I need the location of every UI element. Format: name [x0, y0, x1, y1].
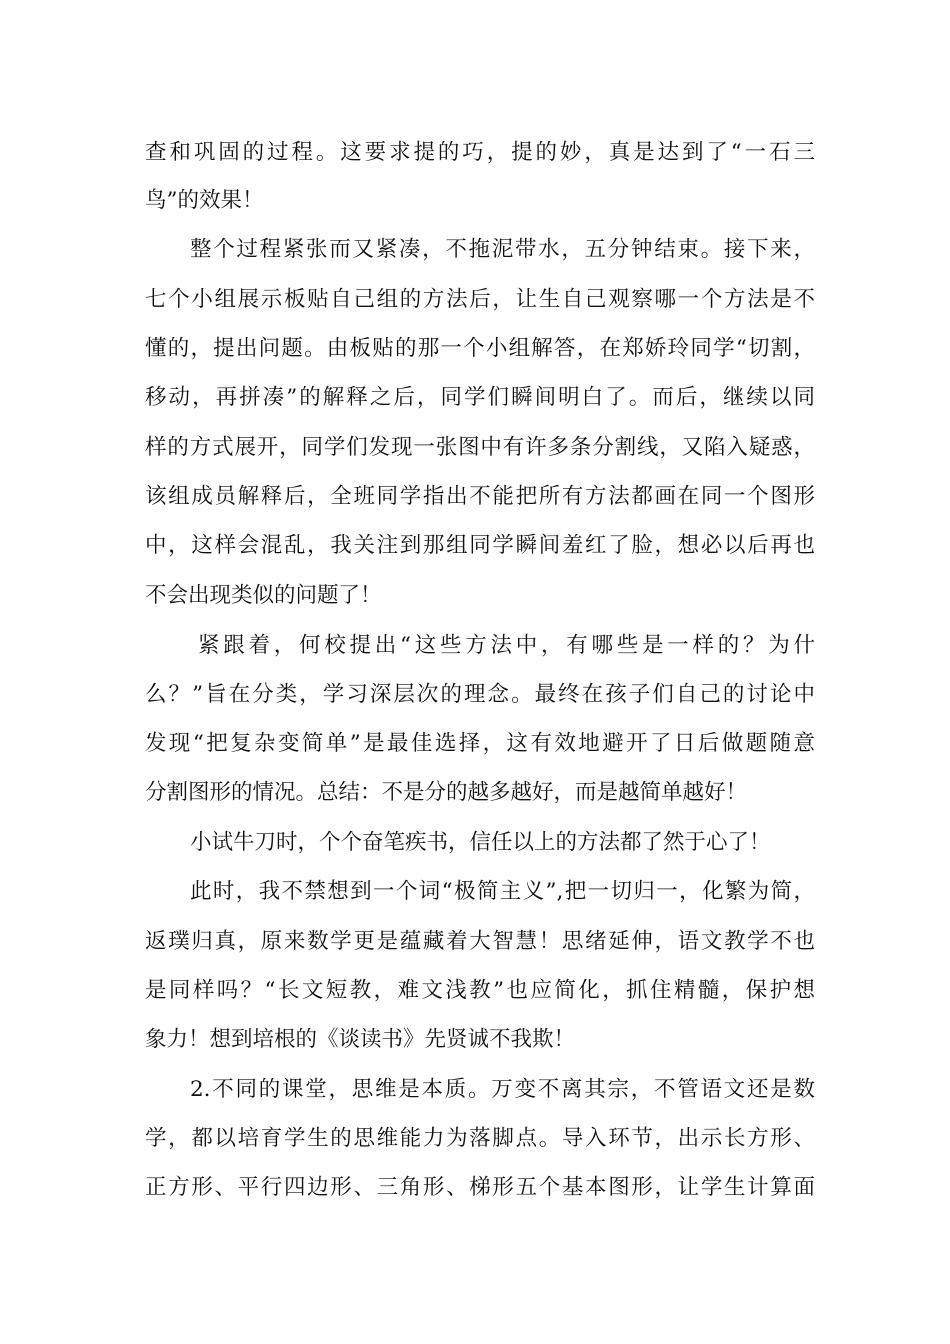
text-line-11: 紧跟着，何校提出“这些方法中，有哪些是一样的？为什 — [198, 633, 815, 658]
text-line-4: 七个小组展示板贴自己组的方法后，让生自己观察哪一个方法是不 — [145, 287, 815, 312]
text-line-3: 整个过程紧张而又紧凑，不拖泥带水，五分钟结束。接下来， — [190, 237, 815, 262]
text-line-7: 样的方式展开，同学们发现一张图中有许多条分割线，又陷入疑惑， — [145, 435, 815, 460]
text-line-1: 查和巩固的过程。这要求提的巧，提的妙，真是达到了“一石三 — [145, 140, 815, 165]
text-line-6: 移动，再拼凑”的解释之后，同学们瞬间明白了。而后，继续以同 — [145, 385, 815, 410]
text-line-16: 此时，我不禁想到一个词“极简主义”,把一切归一，化繁为简， — [190, 879, 815, 904]
text-line-19: 象力！想到培根的《谈读书》先贤诚不我欺！ — [145, 1027, 576, 1052]
text-line-5: 懂的，提出问题。由板贴的那一个小组解答，在郑娇玲同学“切割， — [145, 336, 815, 361]
text-line-18: 是同样吗？“长文短教，难文浅教”也应简化，抓住精髓，保护想 — [145, 978, 815, 1003]
text-line-13: 发现“把复杂变简单”是最佳选择，这有效地避开了日后做题随意 — [145, 731, 815, 756]
text-line-12: 么？”旨在分类，学习深层次的理念。最终在孩子们自己的讨论中 — [145, 682, 815, 707]
text-line-17: 返璞归真，原来数学更是蕴藏着大智慧！思绪延伸，语文教学不也 — [145, 929, 815, 954]
text-line-22: 正方形、平行四边形、三角形、梯形五个基本图形，让学生计算面 — [145, 1175, 815, 1200]
text-line-10: 不会出现类似的问题了！ — [145, 583, 382, 608]
text-line-15: 小试牛刀时，个个奋笔疾书，信任以上的方法都了然于心了！ — [190, 830, 771, 855]
text-line-2: 鸟”的效果！ — [145, 188, 264, 213]
text-line-21: 学，都以培育学生的思维能力为落脚点。导入环节，出示长方形、 — [145, 1126, 815, 1151]
text-line-8: 该组成员解释后，全班同学指出不能把所有方法都画在同一个图形 — [145, 484, 815, 509]
text-line-9: 中，这样会混乱，我关注到那组同学瞬间羞红了脸，想必以后再也 — [145, 533, 815, 558]
text-line-14: 分割图形的情况。总结：不是分的越多越好，而是越简单越好！ — [145, 780, 748, 805]
text-line-20: 2.不同的课堂，思维是本质。万变不离其宗，不管语文还是数 — [190, 1077, 815, 1102]
